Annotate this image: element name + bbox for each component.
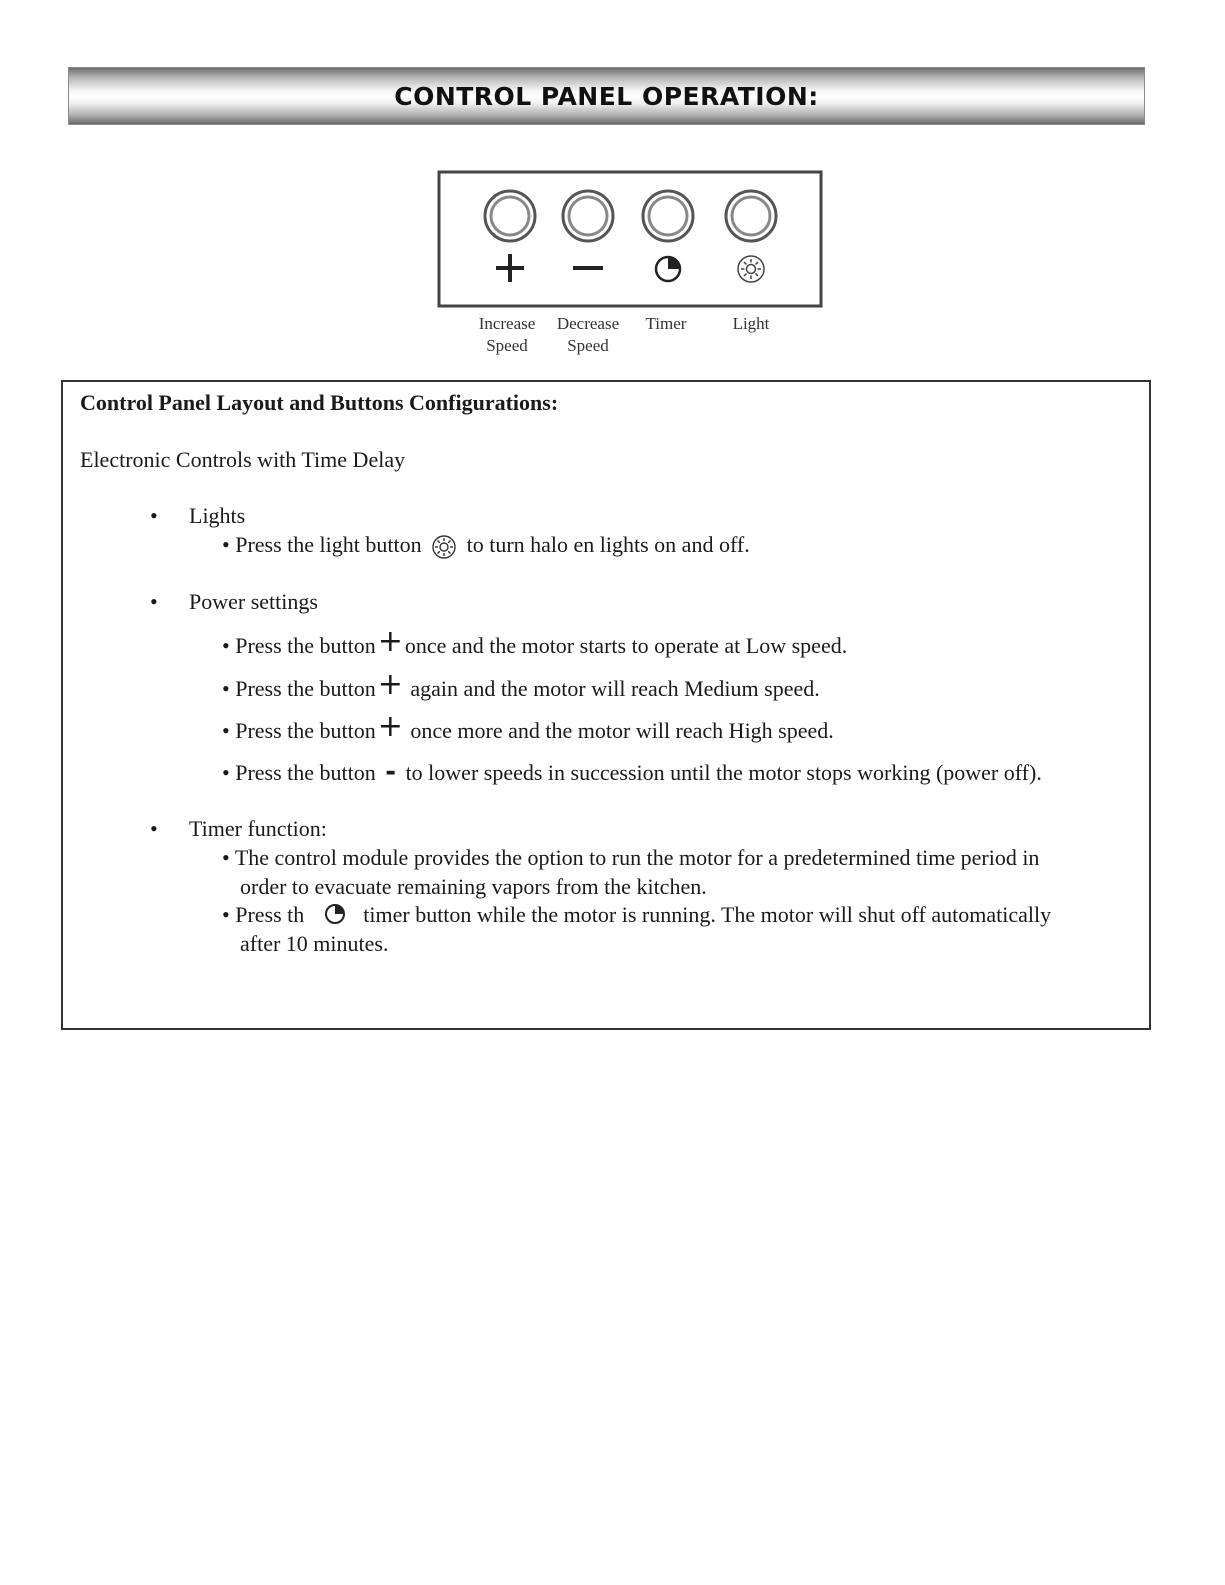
increase-speed-label: Increase Speed [478,314,536,355]
timer-item-1-cont: order to evacuate remaining vapors from the kitchen. [240,874,707,899]
instructions-subheading: Electronic Controls with Time Delay [80,447,406,472]
power-item-medium: • Press the button+ again and the motor will reach Medium speed. [222,667,820,702]
instructions-box [61,380,1151,1030]
timer-icon [656,257,680,281]
bullet: • [150,503,158,528]
plus-icon: + [377,709,403,744]
page-title: CONTROL PANEL OPERATION: [394,81,819,111]
bullet: • [150,589,158,614]
power-item-high: • Press the button+ once more and the motor will reach High speed. [222,709,834,744]
decrease-speed-label: Decrease Speed [556,314,620,355]
power-title: Power settings [189,589,318,614]
power-item-lower: • Press the button - to lower speeds in succession until the motor stops working (power off). [222,757,1042,787]
timer-item-2: • Press th timer button while the motor is running. The motor will shut off automatically [222,902,1052,927]
power-item-low: • Press the button+once and the motor starts to operate at Low speed. [222,624,848,659]
bullet: • [150,816,158,841]
plus-icon: + [377,667,403,702]
decrease-speed-button [563,191,613,241]
timer-icon [324,903,346,925]
timer-item-1: • The control module provides the option to run the motor for a predetermined time period in [222,845,1040,870]
instructions-heading: Control Panel Layout and Buttons Configurations: [80,390,559,415]
increase-speed-button [485,191,535,241]
minus-icon [573,266,603,270]
timer-label: Timer [645,314,687,333]
lights-title: Lights [189,503,246,528]
light-button [726,191,776,241]
light-icon [738,256,764,282]
minus-icon: - [385,757,397,787]
timer-item-2-cont: after 10 minutes. [240,931,389,956]
section-banner [68,67,1145,125]
light-label: Light [732,314,770,333]
timer-title: Timer function: [189,816,327,841]
control-panel-diagram [436,168,824,312]
timer-button [643,191,693,241]
light-icon [431,534,457,560]
plus-icon: + [377,624,403,659]
lights-item: • Press the light button to turn halo en lights on and off. [222,532,750,560]
